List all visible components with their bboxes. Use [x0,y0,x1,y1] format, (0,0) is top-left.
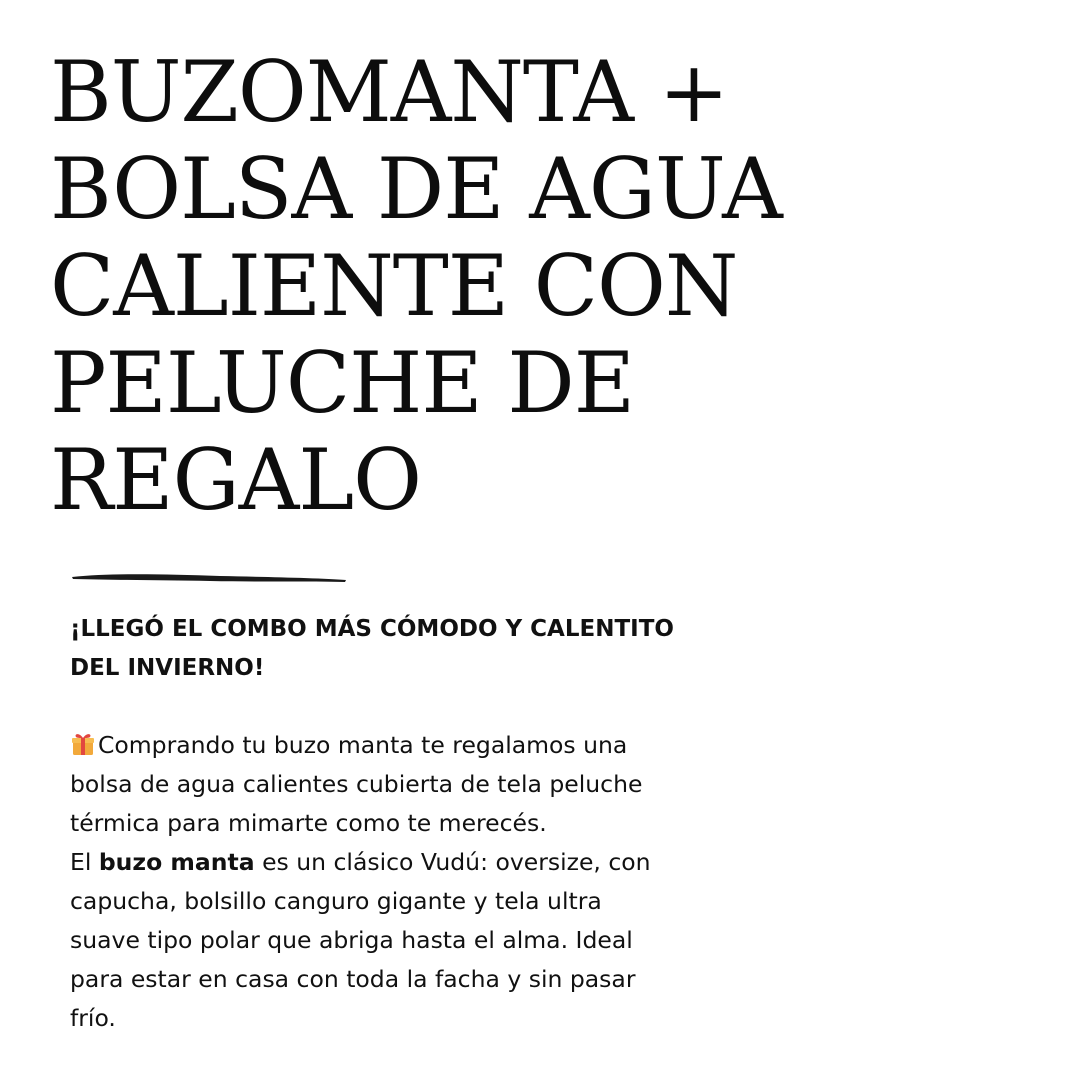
headline-line-1: BUZOMANTA + [50,43,729,141]
body-line-8: frío. [70,1004,116,1032]
body-line-2: bolsa de agua calientes cubierta de tela peluche [70,770,643,798]
body-line-4-suffix: es un clásico Vudú: oversize, con [254,848,651,876]
product-name-bold: buzo manta [98,848,255,876]
body-line-7: para estar en casa con toda la facha y sin pasar [70,965,636,993]
body-line-4-prefix: El [70,848,99,876]
body-text [70,726,830,1038]
subtitle-line-1: ¡LLEGÓ EL COMBO MÁS CÓMODO Y CALENTITO [70,616,674,642]
body-line-4 [70,843,830,882]
body-line-1-text: Comprando tu buzo manta te regalamos una [98,731,628,759]
headline-line-4: PELUCHE DE [50,334,635,432]
body-line-3: térmica para mimarte como te merecés. [70,809,547,837]
headline-line-2: BOLSA DE AGUA [50,140,782,238]
headline-line-3: CALIENTE CON [50,237,738,335]
body-line-1 [70,726,830,765]
subtitle-line-2: DEL INVIERNO! [70,655,265,681]
headline-line-5: REGALO [50,431,421,529]
gift-icon [70,731,96,757]
body-line-6: suave tipo polar que abriga hasta el alma. Ideal [70,926,633,954]
body-line-5: capucha, bolsillo canguro gigante y tela ultra [70,887,602,915]
subtitle [70,610,830,688]
brush-stroke-divider [70,570,350,586]
headline [50,44,1050,529]
